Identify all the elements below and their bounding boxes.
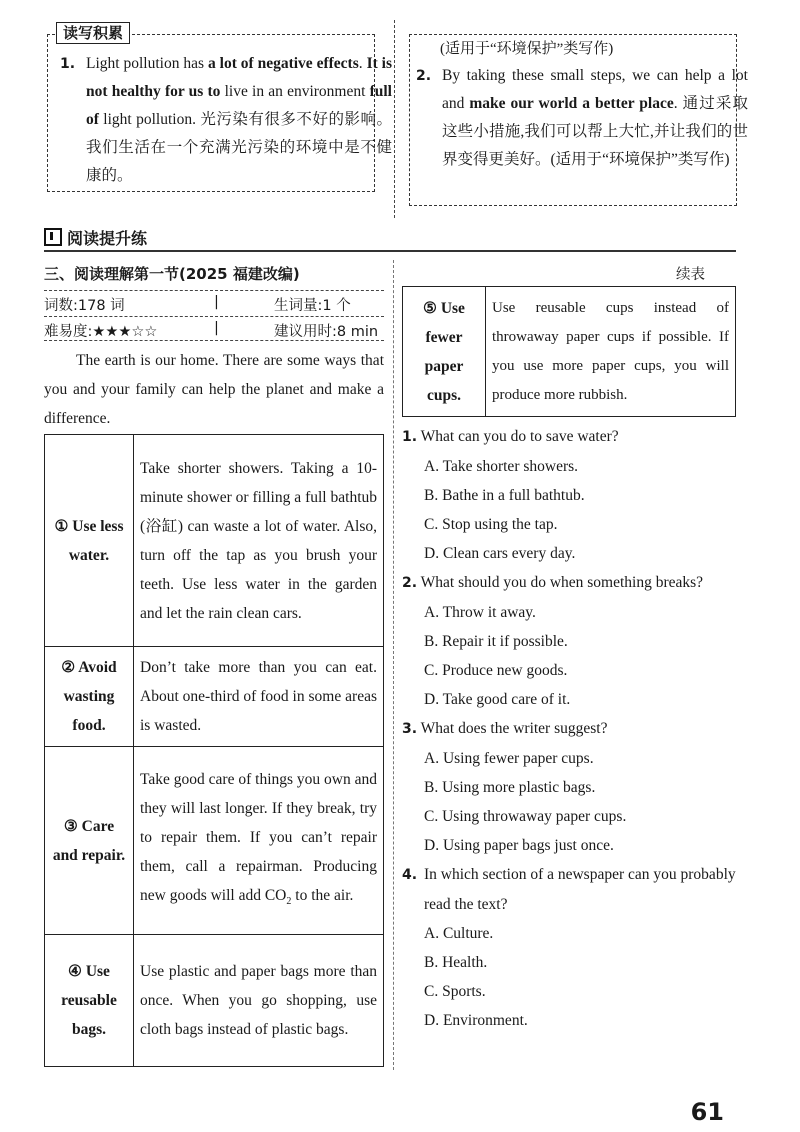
tip-1-head: ① Use less water. xyxy=(45,435,134,647)
meta-difficulty: 难易度:★★★☆☆ xyxy=(44,324,158,340)
section-rule xyxy=(44,250,736,252)
section-subtitle: 三、阅读理解第一节(2025 福建改编) xyxy=(44,265,300,283)
option[interactable]: B. Health. xyxy=(424,954,488,971)
option[interactable]: C. Produce new goods. xyxy=(424,662,568,679)
option[interactable]: B. Using more plastic bags. xyxy=(424,779,596,796)
note-item-1: 1. Light pollution has a lot of negative effects. It is not healthy for us to live in an environment full of light pollution. 光污染有很多不好的影响。我们生活在一个充满光污染的环境中是不健康的。 xyxy=(60,55,393,184)
notes-tag: 读写积累 xyxy=(56,22,130,44)
meta-time: 建议用时:8 min xyxy=(274,324,379,340)
table-row xyxy=(45,647,384,747)
question-2: 2. What should you do when something breaks? A. Throw it away. B. Repair it if possible. C. Produce new goods. D. Take good care of it. xyxy=(402,568,738,714)
tip-5-body: Use reusable cups instead of throwaway paper cups if possible. If you use more paper cups, you will produce more rubbish. xyxy=(486,287,736,417)
option[interactable]: A. Take shorter showers. xyxy=(424,458,579,475)
continued-label: 续表 xyxy=(676,267,705,283)
tip-3-body: Take good care of things you own and they will last longer. If they break, try to repair them. If you can’t repair them, call a repairman. Producing new goods will add $CO_2$ to the air. xyxy=(134,747,384,935)
option[interactable]: D. Take good care of it. xyxy=(424,691,571,708)
tip-3-head: ③ Care and repair. xyxy=(45,747,134,935)
option[interactable]: C. Sports. xyxy=(424,983,486,1000)
question-4: 4. In which section of a newspaper can you probably read the text? A. Culture. B. Health. C. Sports. D. Environment. xyxy=(402,860,738,1035)
page-number: 61 xyxy=(690,1098,724,1126)
tips-table-right xyxy=(402,286,736,417)
question-3: 3. What does the writer suggest? A. Using fewer paper cups. B. Using more plastic bags. C. Using throwaway paper cups. D. Using paper bags just once. xyxy=(402,714,738,860)
tip-2-head: ② Avoid wasting food. xyxy=(45,647,134,747)
option[interactable]: A. Using fewer paper cups. xyxy=(424,750,594,767)
option[interactable]: B. Bathe in a full bathtub. xyxy=(424,487,585,504)
table-row xyxy=(403,287,736,417)
tip-1-body: Take shorter showers. Taking a 10-minute shower or filling a full bathtub (浴缸) can waste a lot of water. Also, turn off the tap as you brush your teeth. Use less water in the garden and let the rain clean cars. xyxy=(134,435,384,647)
table-row xyxy=(45,435,384,647)
table-row xyxy=(45,935,384,1067)
questions xyxy=(402,422,738,1035)
table-row xyxy=(45,747,384,935)
option[interactable]: D. Using paper bags just once. xyxy=(424,837,614,854)
option[interactable]: D. Clean cars every day. xyxy=(424,545,576,562)
passage-intro: The earth is our home. There are some ways that you and your family can help the planet and make a difference. xyxy=(44,352,384,427)
question-1: 1. What can you do to save water? A. Take shorter showers. B. Bathe in a full bathtub. C. Stop using the tap. D. Clean cars every day. xyxy=(402,422,738,568)
column-divider xyxy=(393,260,394,1070)
meta-words: 词数:178 词 xyxy=(44,298,125,314)
section-heading: 阅读提升练 xyxy=(44,226,147,249)
notes-divider xyxy=(394,20,395,218)
option[interactable]: D. Environment. xyxy=(424,1012,528,1029)
tip-5-head: ⑤ Use fewer paper cups. xyxy=(403,287,486,417)
option[interactable]: A. Culture. xyxy=(424,925,494,942)
meta-new-words: 生词量:1 个 xyxy=(274,298,351,314)
book-icon xyxy=(44,228,62,246)
note-topnote: (适用于“环境保护”类写作) xyxy=(440,41,614,57)
option[interactable]: A. Throw it away. xyxy=(424,604,536,621)
tip-4-body: Use plastic and paper bags more than once. When you go shopping, use cloth bags instead of plastic bags. xyxy=(134,935,384,1067)
option[interactable]: C. Stop using the tap. xyxy=(424,516,558,533)
option[interactable]: C. Using throwaway paper cups. xyxy=(424,808,627,825)
note-item-2: 2. By taking these small steps, we can help a lot and make our world a better place. 通过采取这些小措施,我们可以帮上大忙,并让我们的世界变得更美好。(适用于“环境保护”类写作) xyxy=(416,67,748,168)
tip-2-body: Don’t take more than you can eat. About one-third of food in some areas is wasted. xyxy=(134,647,384,747)
tips-table-left xyxy=(44,434,384,1067)
option[interactable]: B. Repair it if possible. xyxy=(424,633,568,650)
tip-4-head: ④ Use reusable bags. xyxy=(45,935,134,1067)
